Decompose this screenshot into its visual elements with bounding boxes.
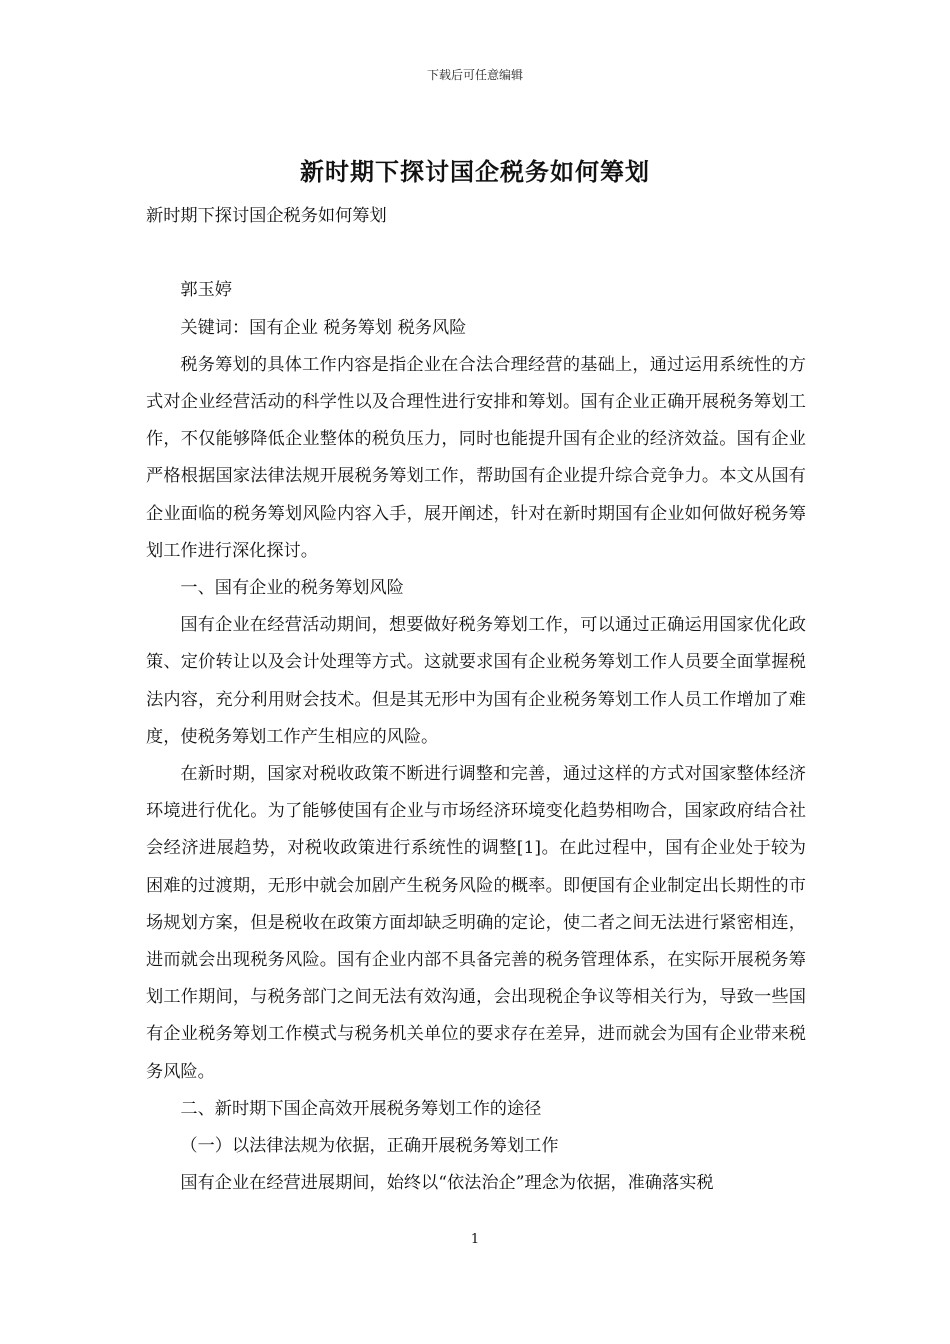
document-body: [146, 198, 806, 1202]
paragraph: 国有企业在经营活动期间，想要做好税务筹划工作，可以通过正确运用国家优化政策、定价转让以及会计处理等方式。这就要求国有企业税务筹划工作人员要全面掌握税法内容，充分利用财会技术。但是其无形中为国有企业税务筹划工作人员工作增加了难度，使税务筹划工作产生相应的风险。: [146, 615, 806, 747]
document-title: 新时期下探讨国企税务如何筹划: [300, 157, 650, 186]
section-heading-1: 一、国有企业的税务筹划风险: [180, 578, 404, 599]
document-subtitle: 新时期下探讨国企税务如何筹划: [146, 206, 387, 226]
page-number: 1: [470, 1232, 480, 1247]
author-name: 郭玉婷: [180, 280, 232, 301]
blank-line: [146, 235, 806, 272]
subsection-heading-1: （一）以法律法规为依据，正确开展税务筹划工作: [180, 1136, 559, 1157]
paragraph-abstract: 税务筹划的具体工作内容是指企业在合法合理经营的基础上，通过运用系统性的方式对企业经营活动的科学性以及合理性进行安排和筹划。国有企业正确开展税务筹划工作，不仅能够降低企业整体的税负压力，同时也能提升国有企业的经济效益。国有企业严格根据国家法律法规开展税务筹划工作，帮助国有企业提升综合竞争力。本文从国有企业面临的税务筹划风险内容入手，展开阐述，针对在新时期国有企业如何做好税务筹划工作进行深化探讨。: [146, 354, 806, 561]
paragraph: 国有企业在经营进展期间，始终以“依法治企”理念为依据，准确落实税: [180, 1173, 714, 1194]
page-header-note: 下载后可任意编辑: [426, 68, 523, 82]
paragraph: 在新时期，国家对税收政策不断进行调整和完善，通过这样的方式对国家整体经济环境进行优化。为了能够使国有企业与市场经济环境变化趋势相吻合，国家政府结合社会经济进展趋势，对税收政策进行系统性的调整[1]。在此过程中，国有企业处于较为困难的过渡期，无形中就会加剧产生税务风险的概率。即便国有企业制定出长期性的市场规划方案，但是税收在政策方面却缺乏明确的定论，使二者之间无法进行紧密相连，进而就会出现税务风险。国有企业内部不具备完善的税务管理体系，在实际开展税务筹划工作期间，与税务部门之间无法有效沟通，会出现税企争议等相关行为，导致一些国有企业税务筹划工作模式与税务机关单位的要求存在差异，进而就会为国有企业带来税务风险。: [146, 764, 806, 1082]
keywords-line: 关键词：国有企业 税务筹划 税务风险: [180, 317, 467, 338]
section-heading-2: 二、新时期下国企高效开展税务筹划工作的途径: [180, 1098, 542, 1119]
